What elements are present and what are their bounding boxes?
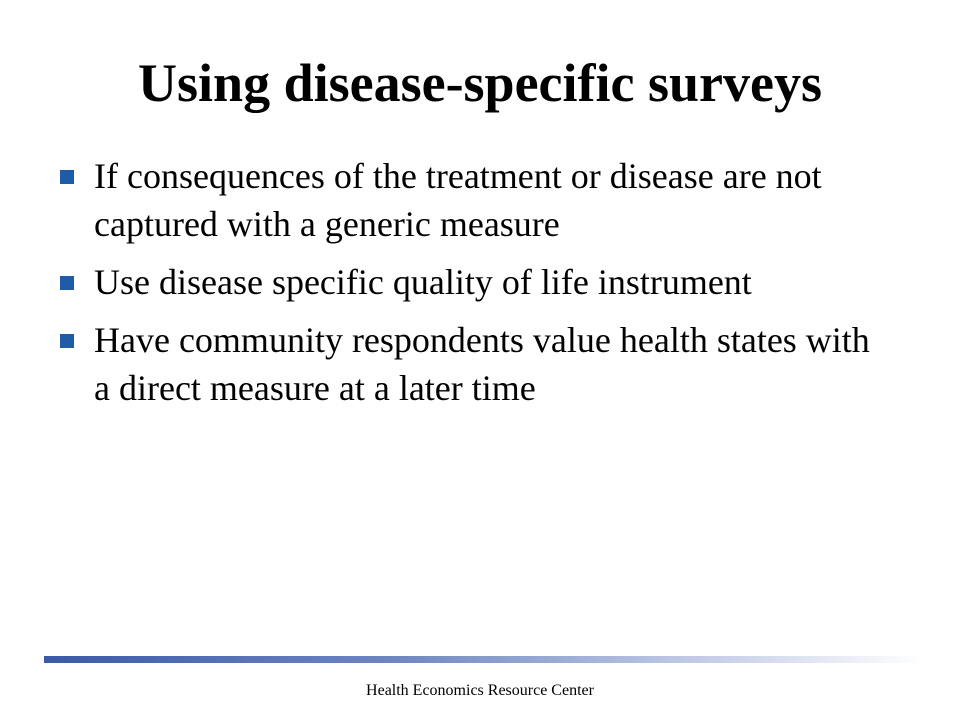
footer-divider — [44, 656, 924, 663]
square-bullet-icon — [60, 334, 74, 348]
bullet-list — [58, 152, 878, 422]
bullet-text: Use disease specific quality of life instrument — [94, 262, 752, 302]
square-bullet-icon — [60, 170, 74, 184]
bullet-item — [58, 152, 878, 248]
bullet-text: Have community respondents value health states with a direct measure at a later time — [94, 320, 870, 408]
footer-text: Health Economics Resource Center — [366, 682, 594, 699]
bullet-text: If consequences of the treatment or disease are not captured with a generic measure — [94, 156, 822, 244]
square-bullet-icon — [60, 276, 74, 290]
bullet-item — [58, 258, 878, 306]
bullet-item — [58, 316, 878, 412]
slide-title: Using disease-specific surveys — [138, 53, 822, 113]
